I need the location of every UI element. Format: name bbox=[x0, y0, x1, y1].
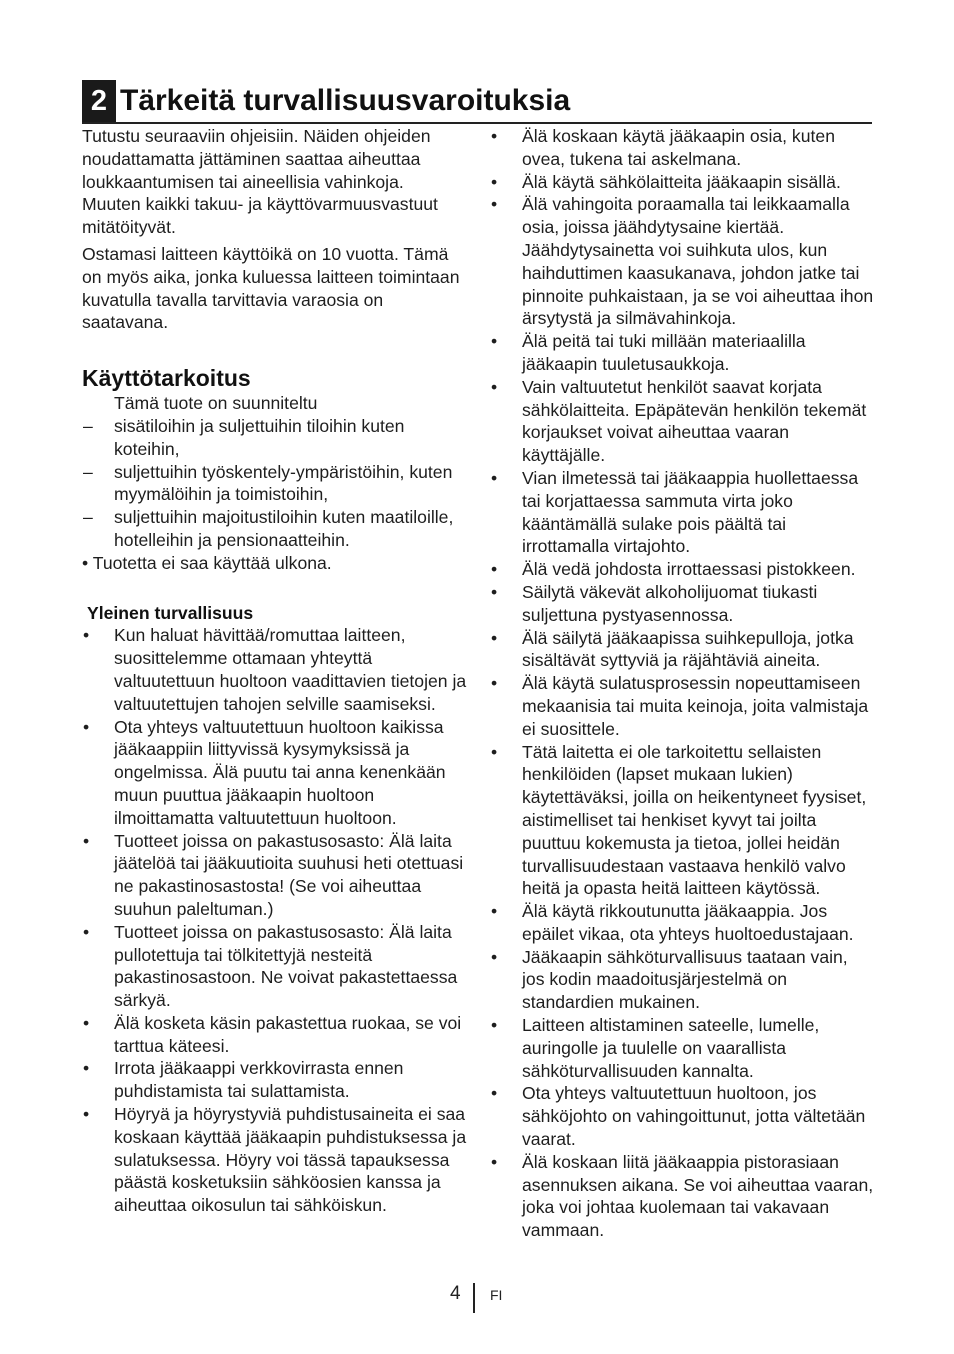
dash-marker: – bbox=[83, 461, 93, 482]
list-item bbox=[82, 1012, 467, 1058]
list-item-text: Vain valtuutetut henkilöt saavat korjata sähkölaitteita. Epäpätevän henkilön tekemät korjaukset voivat aiheuttaa vaaran käyttäjälle. bbox=[522, 376, 867, 466]
bullet-marker: • bbox=[83, 1058, 90, 1079]
right-column bbox=[490, 125, 875, 1242]
bullet-marker: • bbox=[491, 581, 498, 602]
list-item bbox=[490, 193, 875, 330]
list-item bbox=[490, 125, 875, 171]
bullet-marker: • bbox=[491, 376, 498, 397]
page-number: 4 bbox=[450, 1283, 461, 1304]
list-item-text: Ota yhteys valtuutettuun huoltoon kaikissa jääkaappiin liittyvissä kysymyksissä ja ongelmissa. Älä puutu tai anna kenenkään muun puuttua jääkaapin huoltoon ilmoittamatta valtuutettuun huoltoon. bbox=[114, 716, 446, 828]
bullet-marker: • bbox=[83, 1012, 90, 1033]
list-item-text: Älä vedä johdosta irrottaessasi pistokkeen. bbox=[522, 559, 856, 580]
bullet-marker: • bbox=[491, 171, 498, 192]
list-item bbox=[82, 506, 467, 552]
section-title: Tärkeitä turvallisuusvaroituksia bbox=[120, 84, 571, 117]
footer-divider bbox=[473, 1283, 475, 1313]
intro-paragraph: Ostamasi laitteen käyttöikä on 10 vuotta. Tämä on myös aika, jonka kuluessa laitteen toimintaan kuvatulla tavalla tarvittavia varaosia on saatavana. bbox=[82, 243, 460, 333]
list-item-text: Höyryä ja höyrystyviä puhdistusaineita ei saa koskaan käyttää jääkaapin puhdistuksessa ja sulatuksessa. Höyry voi tässä tapauksessa päästä kosketuksiin sähköosien kanssa ja aiheuttaa oikosulun tai sähköiskun. bbox=[114, 1104, 467, 1216]
bullet-marker: • bbox=[83, 716, 90, 737]
list-item bbox=[490, 627, 875, 673]
list-item-text: sisätiloihin ja suljettuihin tiloihin kuten koteihin, bbox=[114, 415, 405, 459]
bullet-marker: • bbox=[491, 467, 498, 488]
dash-marker: – bbox=[83, 507, 93, 528]
usage-list bbox=[82, 415, 467, 575]
list-item bbox=[490, 581, 875, 627]
bullet-marker: • bbox=[491, 331, 498, 352]
list-item bbox=[82, 1057, 467, 1103]
bullet-marker: • bbox=[491, 741, 498, 762]
list-item bbox=[490, 1014, 875, 1082]
list-item-text: suljettuihin työskentely-ympäristöihin, kuten myymälöihin ja toimistoihin, bbox=[114, 461, 453, 505]
list-item bbox=[490, 946, 875, 1014]
list-item-text: Älä koskaan liitä jääkaappia pistorasiaan asennuksen aikana. Se voi aiheuttaa vaaran, joka voi johtaa kuolemaan tai vakavaan vammaan. bbox=[522, 1151, 874, 1241]
general-safety-heading: Yleinen turvallisuus bbox=[87, 602, 254, 623]
list-item-text: Jääkaapin sähköturvallisuus taataan vain, jos kodin maadoitusjärjestelmä on standardien mukainen. bbox=[522, 946, 848, 1013]
list-item-text: Tuotteet joissa on pakastusosasto: Älä laita pullotettuja tai tölkitettyjä nesteitä pakastinosastoon. Ne voivat pakastettaessa särkyä. bbox=[114, 921, 458, 1011]
dash-marker: – bbox=[83, 415, 93, 436]
list-item-text: Älä koskaan käytä jääkaapin osia, kuten ovea, tukena tai askelmana. bbox=[522, 126, 835, 169]
list-item bbox=[82, 716, 467, 830]
bullet-marker: • bbox=[83, 921, 90, 942]
list-item-text: Älä vahingoita poraamalla tai leikkaamalla osia, joissa jäähdytysaine kiertää. Jäähdytysainetta voi suihkuta ulos, kun haihduttimen kaasukanava, johdon jatke tai pinnoite puhkaistaan, ja se voi aiheuttaa ihon ärsytystä ja silmävahinkoja. bbox=[522, 194, 874, 329]
usage-heading: Käyttötarkoitus bbox=[82, 365, 251, 392]
list-item-text: suljettuihin majoitustiloihin kuten maatiloille, hotelleihin ja pensionaatteihin. bbox=[114, 507, 454, 550]
list-item-text: Irrota jääkaappi verkkovirrasta ennen puhdistamista tai sulattamista. bbox=[114, 1058, 404, 1102]
list-item-text: Vian ilmetessä tai jääkaappia huollettaessa tai korjattaessa sammuta virta joko kääntämällä sulake pois päältä tai irrottamalla virtajohto. bbox=[522, 467, 859, 557]
section-header bbox=[82, 80, 872, 124]
bullet-marker: • bbox=[491, 627, 498, 648]
usage-note: • Tuotetta ei saa käyttää ulkona. bbox=[82, 552, 332, 573]
bullet-marker: • bbox=[491, 1083, 498, 1104]
safety-list-right bbox=[490, 125, 875, 1242]
list-item bbox=[490, 1082, 875, 1150]
list-item-text: Säilytä väkevät alkoholijuomat tiukasti suljettuna pystyasennossa. bbox=[522, 581, 818, 625]
list-item bbox=[490, 741, 875, 901]
list-item bbox=[490, 330, 875, 376]
list-item bbox=[82, 1103, 467, 1217]
section-number: 2 bbox=[82, 80, 116, 122]
bullet-marker: • bbox=[491, 126, 498, 146]
bullet-marker: • bbox=[83, 1104, 90, 1125]
left-column bbox=[82, 125, 467, 1217]
list-item bbox=[82, 624, 467, 715]
bullet-marker: • bbox=[491, 1151, 498, 1172]
list-item-text: Ota yhteys valtuutettuun huoltoon, jos sähköjohto on vahingoittunut, jotta vältetään vaarat. bbox=[522, 1083, 866, 1150]
list-item-text: Älä käytä rikkoutunutta jääkaappia. Jos epäilet vikaa, ota yhteys huoltoedustajaan. bbox=[522, 901, 854, 944]
list-item bbox=[490, 376, 875, 467]
language-code: FI bbox=[490, 1287, 503, 1303]
list-item-text: Laitteen altistaminen sateelle, lumelle, auringolle ja tuulelle on vaarallista sähköturvallisuuden kannalta. bbox=[522, 1015, 820, 1081]
list-item-text: Älä käytä sulatusprosessin nopeuttamiseen mekaanisia tai muita keinoja, joita valmistaja ei suosittele. bbox=[522, 673, 869, 739]
bullet-marker: • bbox=[491, 901, 498, 922]
bullet-marker: • bbox=[491, 946, 498, 967]
bullet-marker: • bbox=[83, 625, 90, 646]
list-item bbox=[82, 830, 467, 921]
list-item-text: Kun haluat hävittää/romuttaa laitteen, suosittelemme ottamaan yhteyttä valtuutettuun huoltoon vaadittavien tietojen ja valtuutettujen tahojen selville saamiseksi. bbox=[114, 625, 467, 714]
bullet-marker: • bbox=[491, 559, 498, 580]
list-item bbox=[490, 558, 875, 581]
list-item bbox=[490, 900, 875, 946]
list-item bbox=[490, 672, 875, 740]
list-item bbox=[82, 921, 467, 1012]
list-item bbox=[490, 1151, 875, 1242]
bullet-marker: • bbox=[83, 830, 90, 851]
bullet-marker: • bbox=[491, 673, 498, 694]
intro-paragraph: Tutustu seuraaviin ohjeisiin. Näiden ohjeiden noudattamatta jättäminen saattaa aiheuttaa loukkaantumisen tai aineellisia vahinkoja. Muuten kaikki takuu- ja käyttövarmuusvastuut mitätöityvät. bbox=[82, 126, 438, 238]
list-item bbox=[82, 461, 467, 507]
list-item-text: Tätä laitetta ei ole tarkoitettu sellaisten henkilöiden (lapset mukaan lukien) käytettäväksi, joilla on heikentyneet fyysiset, aistimelliset tai henkiset kyvyt tai joilta puuttuu kokemusta ja tietoa, jollei heidän turvallisuudestaan vastaava henkilö valvo heitä ja opasta heitä laitteen käytössä. bbox=[522, 741, 867, 899]
list-item bbox=[490, 467, 875, 558]
usage-lead: Tämä tuote on suunniteltu bbox=[114, 393, 318, 414]
list-item-text: Älä säilytä jääkaapissa suihkepulloja, jotka sisältävät syttyviä ja räjähtäviä aineita. bbox=[522, 627, 854, 671]
safety-list-left bbox=[82, 624, 467, 1217]
list-item-text: Älä kosketa käsin pakastettua ruokaa, se voi tarttua käteesi. bbox=[114, 1012, 462, 1056]
list-item-text: Tuotteet joissa on pakastusosasto: Älä laita jäätelöä tai jääkuutioita suuhusi heti otettuasi ne pakastinosastosta! (Se voi aiheuttaa suuhun paleltuman.) bbox=[114, 830, 464, 919]
list-item-text: Älä peitä tai tuki millään materiaalilla jääkaapin tuuletusaukkoja. bbox=[522, 331, 806, 374]
list-item bbox=[490, 171, 875, 194]
bullet-marker: • bbox=[491, 1015, 498, 1036]
bullet-marker: • bbox=[491, 194, 498, 215]
list-item bbox=[82, 415, 467, 461]
list-item-text: Älä käytä sähkölaitteita jääkaapin sisällä. bbox=[522, 171, 841, 192]
